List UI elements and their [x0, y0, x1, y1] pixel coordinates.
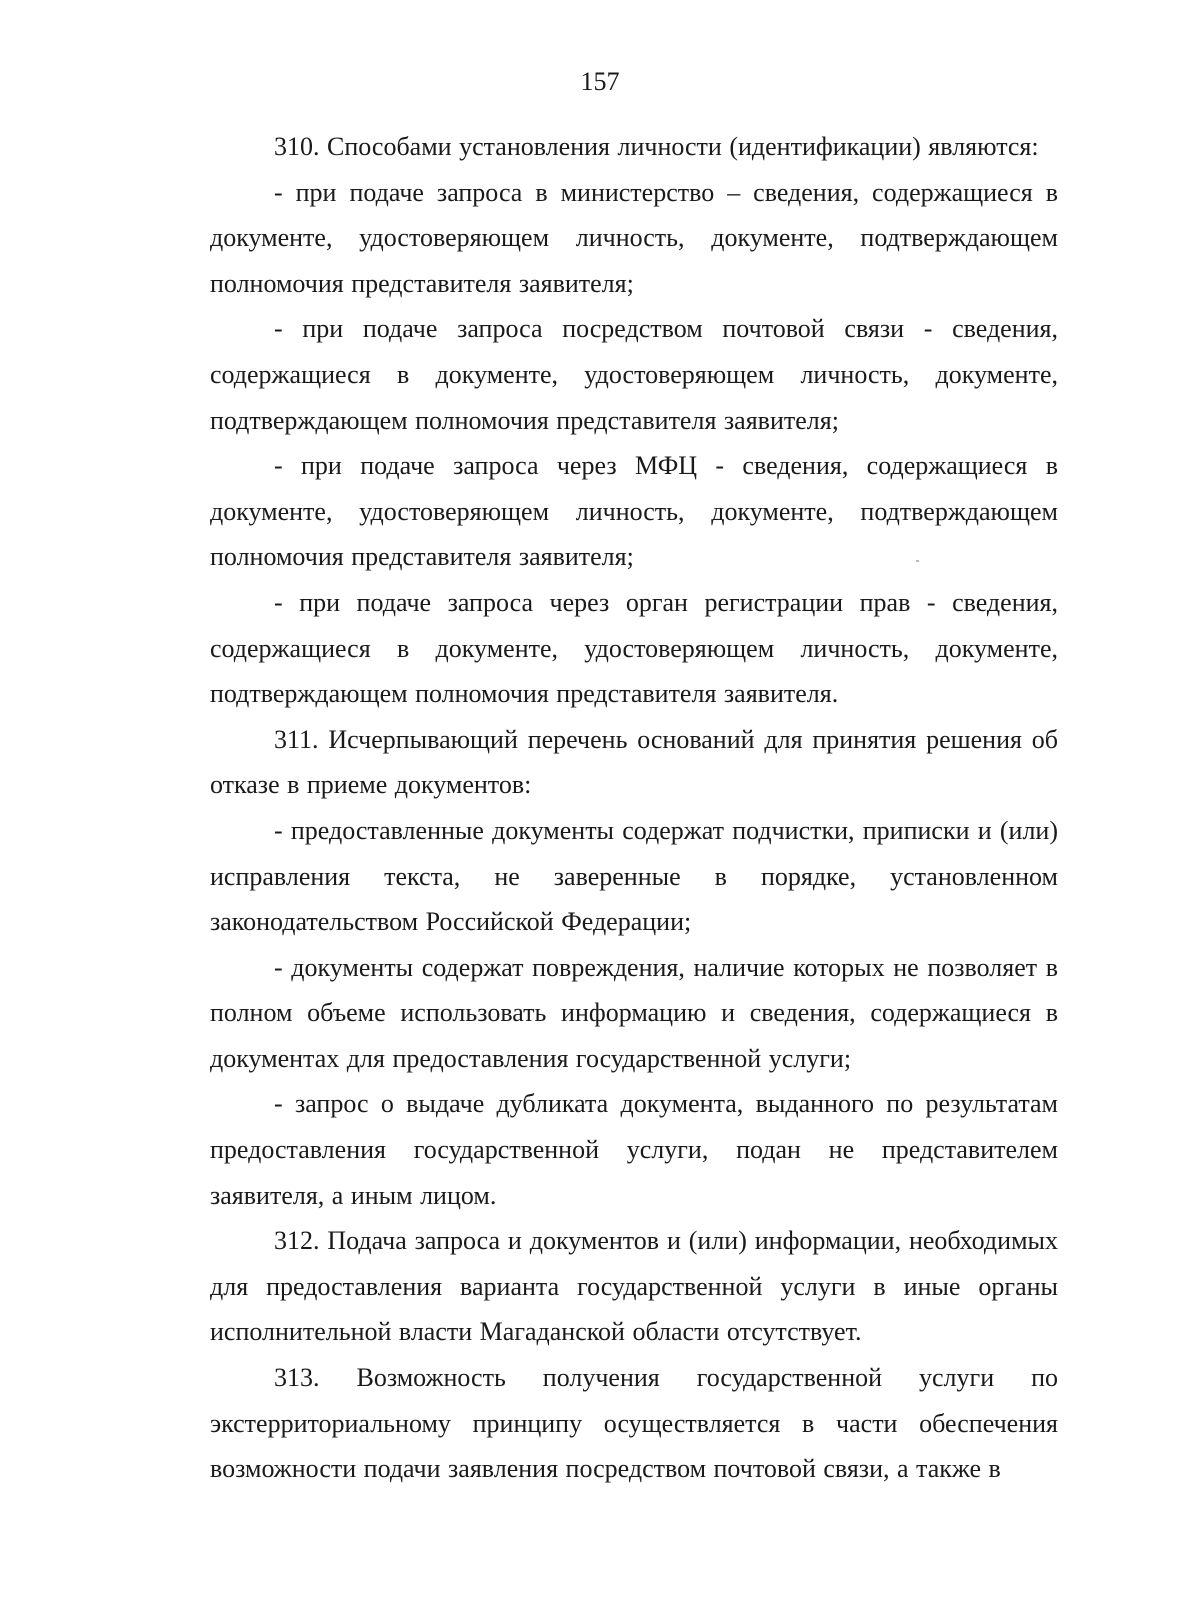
paragraph-313: 313. Возможность получения государственной услуги по экстерриториальному принципу осуществляется в части обеспечения возможности подачи заявления посредством почтовой связи, а также в	[210, 1363, 1058, 1484]
list-item-mfc: - при подаче запроса через МФЦ - сведения, содержащиеся в документе, удостоверяющем личность, документе, подтверждающем полномочия представителя заявителя;	[210, 451, 1058, 572]
list-item-duplicate-request: - запрос о выдаче дубликата документа, выданного по результатам предоставления государственной услуги, подан не представителем заявителя, а иным лицом.	[210, 1089, 1058, 1210]
page-number: 157	[580, 67, 620, 96]
list-item-registration-authority: - при подаче запроса через орган регистрации прав - сведения, содержащиеся в документе, удостоверяющем личность, документе, подтверждающем полномочия представителя заявителя.	[210, 587, 1058, 709]
list-item-postal: - при подаче запроса посредством почтовой связи - сведения, содержащиеся в документе, удостоверяющем личность, документе, подтверждающем полномочия представителя заявителя;	[210, 314, 1058, 435]
list-item-ministry: - при подаче запроса в министерство – сведения, содержащиеся в документе, удостоверяющем личность, документе, подтверждающем полномочия представителя заявителя;	[210, 177, 1058, 298]
paragraph-311: 311. Исчерпывающий перечень оснований для принятия решения об отказе в приеме документов:	[210, 724, 1058, 800]
list-item-damage: - документы содержат повреждения, наличие которых не позволяет в полном объеме использовать информацию и сведения, содержащиеся в документах для предоставления государственной услуги;	[210, 952, 1058, 1073]
paragraph-310: 310. Способами установления личности (идентификации) являются:	[274, 132, 1039, 161]
scan-speck	[916, 560, 919, 562]
list-item-erasures: - предоставленные документы содержат подчистки, приписки и (или) исправления текста, не заверенные в порядке, установленном законодательством Российской Федерации;	[210, 815, 1058, 937]
paragraph-312: 312. Подача запроса и документов и (или) информации, необходимых для предоставления варианта государственной услуги в иные органы исполнительной власти Магаданской области отсутствует.	[210, 1226, 1058, 1347]
document-body	[210, 124, 1058, 1492]
